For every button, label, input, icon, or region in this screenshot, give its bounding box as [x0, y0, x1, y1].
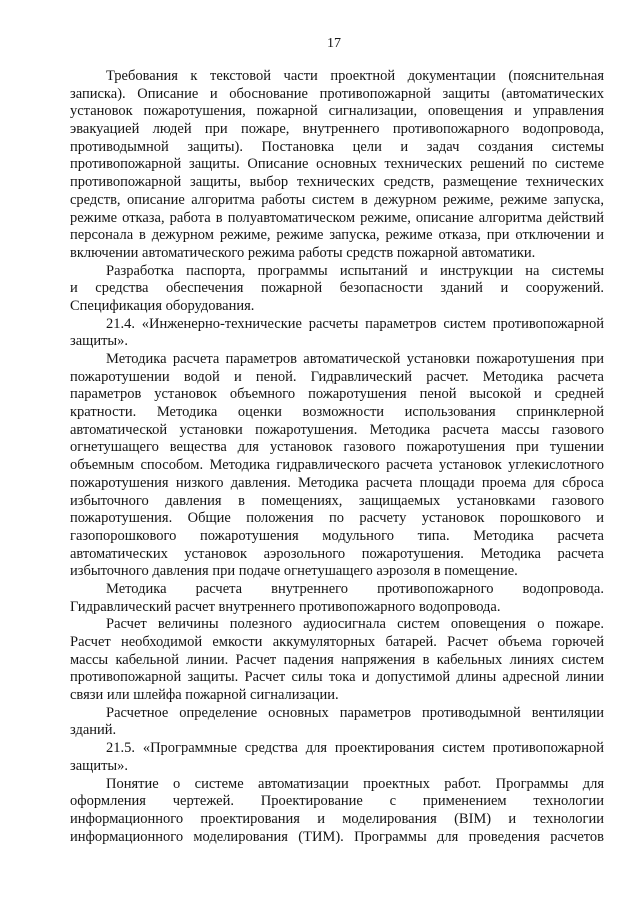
- paragraph-water-supply: [70, 581, 604, 616]
- text-line: автоматических установок аэрозольного пожаротушения. Методика расчета: [70, 545, 604, 562]
- text-line: массы кабельной линии. Расчет падения напряжения в кабельных линиях систем: [70, 651, 604, 668]
- paragraph-passport-development: [70, 263, 604, 316]
- text-line: противопожарной защиты. Описание основных технических решений по системе: [70, 156, 604, 173]
- text-line: избыточного давления в помещениях, защищаемых установками газового: [70, 492, 604, 509]
- text-line: зданий.: [70, 722, 117, 739]
- text-line: Расчет величины полезного аудиосигнала систем оповещения о пожаре.: [106, 616, 604, 633]
- text-line: пожаротушения низкого давления. Методика расчета площади проема для сброса: [70, 474, 604, 491]
- text-line: Расчет необходимой емкости аккумуляторных батарей. Расчет объема горючей: [70, 634, 604, 650]
- section-heading-21-5: [70, 740, 604, 775]
- text-line: огнетушащего вещества для установок газового пожаротушения при тушении: [70, 439, 604, 456]
- text-line: Разработка паспорта, программы испытаний и инструкции на системы: [106, 262, 604, 279]
- page-number: 17: [327, 36, 341, 51]
- text-line: эвакуацией людей при пожаре, внутреннего противопожарного водопровода,: [70, 121, 604, 138]
- paragraph-text-requirements: [70, 68, 604, 263]
- text-line: Методика расчета внутреннего противопожарного водопровода.: [106, 580, 604, 597]
- text-line: параметров установок объемного пожаротушения пеной высокой и средней: [70, 386, 604, 403]
- text-line: информационного проектирования и моделирования (BIM) и технологии: [70, 810, 604, 827]
- paragraph-alarm-calculations: [70, 616, 604, 704]
- text-line: персонала в дежурном режиме, режиме запуска, режиме отказа, при отключении и: [70, 227, 604, 244]
- text-line: избыточного давления при подаче огнетушащего аэрозоля в помещение.: [70, 563, 518, 580]
- paragraph-extinguishing-methods: [70, 351, 604, 581]
- heading-line: защиты».: [70, 333, 129, 350]
- text-line: средств, описание алгоритма работы систем в дежурном режиме, режиме запуска,: [70, 191, 604, 208]
- heading-line: 21.4. «Инженерно-технические расчеты параметров систем противопожарной: [106, 315, 604, 332]
- text-line: Расчетное определение основных параметров противодымной вентиляции: [106, 704, 604, 721]
- text-line: установок пожаротушения, пожарной сигнализации, оповещения и управления: [70, 103, 604, 120]
- text-line: Спецификация оборудования.: [70, 297, 255, 314]
- text-line: автоматической установки пожаротушения. Методика расчета массы газового: [70, 421, 604, 438]
- text-line: пожаротушения. Общие положения по расчету установок порошкового и: [70, 510, 604, 527]
- text-line: пожаротушении водой и пеной. Гидравлический расчет. Методика расчета: [70, 368, 604, 385]
- text-line: противопожарной защиты, выбор технических средств, размещение технических: [70, 174, 604, 191]
- text-line: газопорошкового пожаротушения модульного типа. Методика расчета: [70, 527, 604, 544]
- text-line: Методика расчета параметров автоматической установки пожаротушения при: [106, 351, 604, 367]
- document-body: [70, 68, 604, 846]
- paragraph-design-software: [70, 776, 604, 847]
- text-line: Понятие о системе автоматизации проектных работ. Программы для: [106, 775, 604, 792]
- text-line: информационного моделирования (ТИМ). Программы для проведения расчетов: [70, 828, 604, 845]
- text-line: кратности. Методика оценки возможности использования спринклерной: [70, 404, 604, 421]
- text-line: Гидравлический расчет внутреннего противопожарного водопровода.: [70, 598, 501, 615]
- text-line: записка). Описание и обоснование противопожарной защиты (автоматических: [70, 85, 604, 102]
- text-line: противопожарной защиты. Расчет силы тока и допустимой длины адресной линии: [70, 669, 604, 686]
- text-line: оформления чертежей. Проектирование с применением технологии: [70, 793, 604, 810]
- text-line: режиме отказа, работа в полуавтоматическом режиме, описание алгоритма действий: [70, 209, 604, 226]
- text-line: и средства обеспечения пожарной безопасности зданий и сооружений.: [70, 280, 604, 297]
- text-line: включении автоматического режима работы средств пожарной автоматики.: [70, 244, 536, 261]
- text-line: объемным способом. Методика гидравлического расчета установок углекислотного: [70, 457, 604, 474]
- paragraph-smoke-ventilation: [70, 705, 604, 740]
- heading-line: защиты».: [70, 757, 129, 774]
- heading-line: 21.5. «Программные средства для проектирования систем противопожарной: [106, 740, 604, 757]
- text-line: связи или шлейфа пожарной сигнализации.: [70, 687, 339, 704]
- text-line: Требования к текстовой части проектной документации (пояснительная: [106, 68, 604, 84]
- text-line: противодымной защиты). Постановка цели и задач создания системы: [70, 138, 604, 155]
- section-heading-21-4: [70, 316, 604, 351]
